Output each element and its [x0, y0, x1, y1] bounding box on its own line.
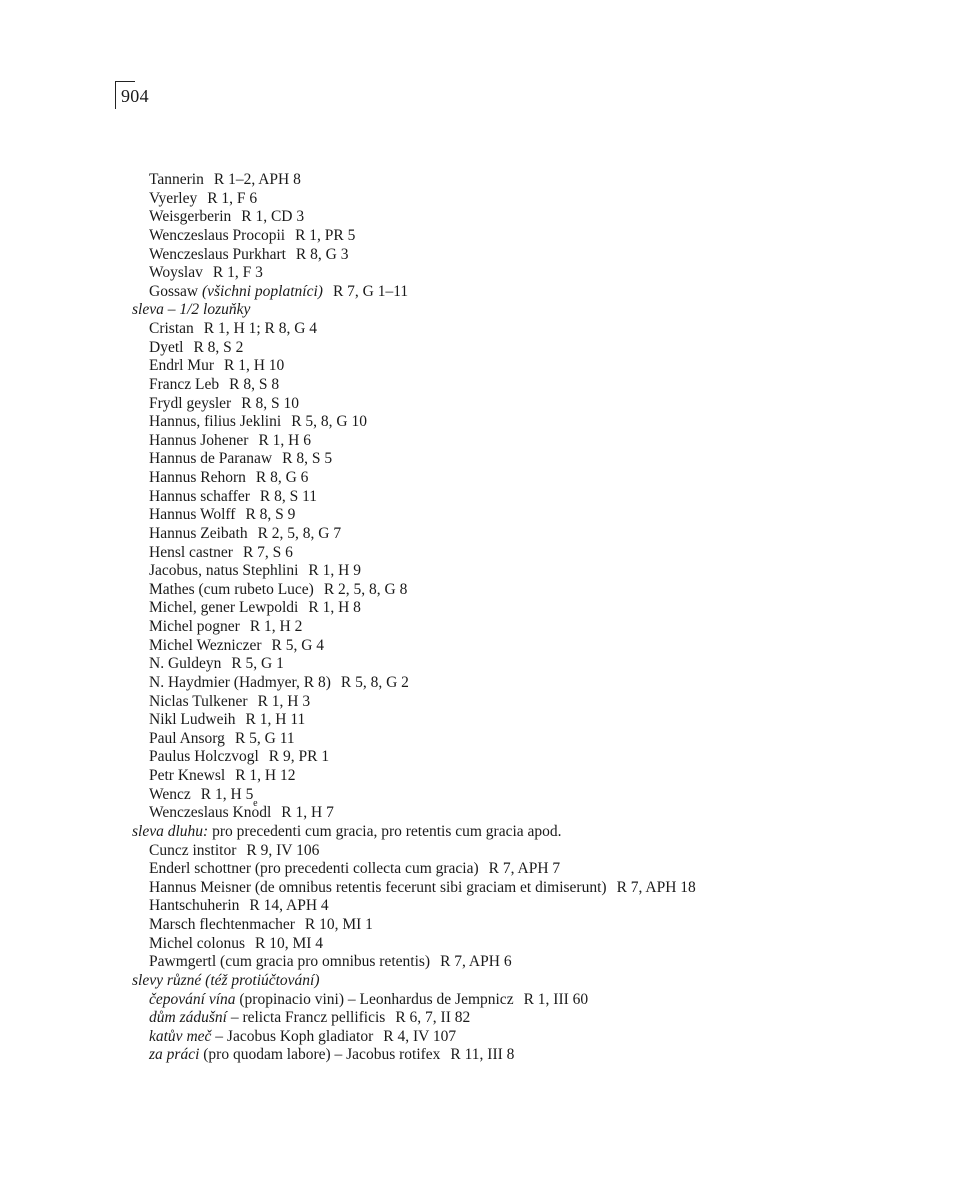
- index-entry: [132, 413, 932, 432]
- entry-ref: R 14, APH 4: [249, 897, 329, 915]
- entry-ref: R 8, S 8: [229, 375, 280, 393]
- entry-ref: R 1, PR 5: [295, 226, 356, 244]
- entry-name: Michel Wezniczer: [149, 636, 262, 654]
- entry-name-part: Wenczeslaus Kn: [149, 804, 252, 822]
- entry-ref: R 8, S 11: [259, 487, 317, 505]
- entry-ref: R 2, 5, 8, G 8: [323, 580, 408, 598]
- entry-ref: R 8, S 9: [245, 506, 296, 524]
- entry-ref: R 5, 8, G 2: [340, 673, 409, 691]
- index-entry: [132, 711, 932, 730]
- entry-name-superscript-e: o e: [251, 804, 259, 823]
- entry-ref: R 7, APH 18: [616, 878, 696, 896]
- entry-name: Hensl castner: [149, 543, 233, 561]
- entry-name-part: dl: [259, 804, 272, 822]
- index-entry: [132, 562, 932, 581]
- page-number: 904: [121, 86, 149, 106]
- entry-desc: – Jacobus Koph gladiator: [215, 1027, 374, 1045]
- index-entry: [132, 1046, 932, 1065]
- entry-term: dům zádušní: [149, 1009, 227, 1027]
- entry-name: Cuncz institor: [149, 841, 237, 859]
- entry-name: Hannus Johener: [149, 431, 249, 449]
- entry-ref: R 1, H 5: [200, 785, 254, 803]
- entry-ref: R 7, S 6: [242, 543, 293, 561]
- entry-name: Michel colonus: [149, 934, 245, 952]
- index-entry: [132, 748, 932, 767]
- entry-name: Wenczeslaus Procopii: [149, 226, 286, 244]
- entry-ref: R 1, H 10: [224, 357, 285, 375]
- entry-note: (všichni poplatníci): [201, 282, 323, 300]
- entry-ref: R 6, 7, II 82: [395, 1009, 471, 1027]
- index-entry: [132, 320, 932, 339]
- entry-ref: R 10, MI 4: [255, 934, 324, 952]
- entry-name: Cristan: [149, 320, 194, 337]
- index-entry: [132, 767, 932, 786]
- index-entry: [132, 599, 932, 618]
- entry-name: [149, 804, 271, 821]
- entry-name: Enderl schottner (pro precedenti collecta cum gracia): [149, 860, 479, 878]
- entry-ref: R 1, H 2: [249, 618, 303, 635]
- entry-name: Wenczeslaus Purkhart: [149, 245, 286, 263]
- index-entry: [132, 339, 932, 358]
- index-entry: [132, 730, 932, 749]
- index-entry: [132, 357, 932, 376]
- entry-name: Weisgerberin: [149, 208, 232, 226]
- index-entry: [132, 655, 932, 674]
- index-entry: [132, 283, 932, 302]
- entry-name: Mathes (cum rubeto Luce): [149, 580, 314, 598]
- entry-ref: R 7, APH 7: [488, 860, 561, 878]
- entry-ref: R 1, H 3: [257, 692, 311, 710]
- entry-name: Hannus, filius Jeklini: [149, 413, 282, 431]
- entry-ref: R 7, G 1–11: [332, 282, 409, 300]
- index-entry: [132, 842, 932, 861]
- entry-name: Woyslav: [149, 264, 203, 282]
- entry-name: N. Guldeyn: [149, 655, 222, 673]
- entry-ref: R 5, G 11: [234, 729, 295, 747]
- entry-ref: R 1, III 60: [523, 990, 589, 1008]
- index-entry: [132, 879, 932, 898]
- index-entry: [132, 525, 932, 544]
- entry-name: Vyerley: [149, 189, 198, 207]
- entry-ref: R 4, IV 107: [383, 1027, 457, 1045]
- entry-ref: R 7, APH 6: [440, 953, 512, 971]
- index-entry: [132, 227, 932, 246]
- entry-name: Gossaw: [149, 282, 199, 300]
- entry-ref: R 8, S 10: [241, 394, 299, 412]
- entry-name: Frydl geysler: [149, 394, 232, 412]
- entry-ref: R 1, H 9: [308, 562, 361, 580]
- entry-desc: – relicta Francz pellificis: [230, 1009, 386, 1027]
- entry-ref: R 1, H 11: [245, 711, 306, 729]
- entry-ref: R 1, F 6: [207, 189, 258, 207]
- index-entry: [132, 469, 932, 488]
- entry-ref: R 9, IV 106: [246, 841, 320, 859]
- entry-name: Hannus Rehorn: [149, 469, 246, 486]
- index-entry: [132, 860, 932, 879]
- section-heading: slevy různé (též protiúčtování): [132, 971, 320, 989]
- index-entry: [132, 488, 932, 507]
- entry-term: za práci: [149, 1046, 200, 1064]
- entry-ref: R 2, 5, 8, G 7: [257, 524, 342, 542]
- entry-ref: R 1, CD 3: [241, 208, 305, 226]
- entry-ref: R 10, MI 1: [304, 916, 373, 933]
- index-entry: [132, 376, 932, 395]
- entry-term: čepování vína: [149, 990, 236, 1008]
- section-heading: sleva – 1/2 lozuňky: [132, 301, 251, 319]
- index-entry: [132, 693, 932, 712]
- entry-ref: R 8, S 5: [282, 450, 333, 468]
- entry-name: Paulus Holczvogl: [149, 748, 259, 766]
- entry-ref: R 11, III 8: [450, 1046, 515, 1064]
- index-entry: [132, 171, 932, 190]
- index-entry: [132, 264, 932, 283]
- entry-ref: R 1, H 1; R 8, G 4: [203, 320, 318, 337]
- entry-ref: R 1, H 7: [281, 804, 334, 822]
- section-heading: sleva dluhu:: [132, 822, 209, 840]
- index-list: [132, 171, 932, 1065]
- entry-name: Jacobus, natus Stephlini: [149, 562, 299, 580]
- entry-ref: R 8, G 3: [295, 245, 349, 263]
- index-entry: [132, 450, 932, 469]
- index-entry: [132, 395, 932, 414]
- entry-name: Hannus Wolff: [149, 506, 236, 524]
- entry-name: Francz Leb: [149, 375, 220, 393]
- index-entry: [132, 916, 932, 935]
- index-entry: [132, 1028, 932, 1047]
- entry-name: Endrl Mur: [149, 357, 215, 375]
- entry-desc: (propinacio vini) – Leonhardus de Jempnicz: [239, 990, 514, 1008]
- index-entry: [132, 991, 932, 1010]
- entry-name: Marsch flechtenmacher: [149, 916, 295, 933]
- index-entry: [132, 674, 932, 693]
- entry-name: Niclas Tulkener: [149, 692, 248, 710]
- entry-name: Michel pogner: [149, 618, 240, 635]
- index-entry: [132, 432, 932, 451]
- entry-name: Hannus de Paranaw: [149, 450, 273, 468]
- entry-name: Hannus Zeibath: [149, 524, 248, 542]
- index-entry: [132, 637, 932, 656]
- entry-ref: R 1, H 12: [235, 767, 296, 784]
- index-entry: [132, 544, 932, 563]
- index-entry: [132, 935, 932, 954]
- entry-ref: R 1, F 3: [212, 264, 263, 282]
- entry-name: Hannus schaffer: [149, 487, 250, 505]
- entry-name: Hannus Meisner (de omnibus retentis fecerunt sibi graciam et dimiserunt): [149, 878, 607, 896]
- entry-ref: R 8, G 6: [255, 469, 309, 486]
- index-entry: [132, 190, 932, 209]
- index-entry: [132, 246, 932, 265]
- index-entry: [132, 953, 932, 972]
- entry-term: katův meč: [149, 1027, 212, 1045]
- entry-name: Petr Knewsl: [149, 767, 226, 784]
- entry-name: Wencz: [149, 785, 191, 803]
- entry-name: Paul Ansorg: [149, 729, 225, 747]
- index-entry: [132, 1009, 932, 1028]
- entry-name: Tannerin: [149, 171, 204, 188]
- index-entry: [132, 581, 932, 600]
- index-entry: [132, 618, 932, 637]
- entry-ref: R 5, 8, G 10: [291, 413, 367, 431]
- index-entry: [132, 804, 932, 823]
- index-entry: [132, 897, 932, 916]
- entry-ref: R 9, PR 1: [268, 748, 330, 766]
- entry-name: Nikl Ludweih: [149, 711, 236, 729]
- entry-name: Hantschuherin: [149, 897, 240, 915]
- section-heading-note: pro precedenti cum gracia, pro retentis cum gracia apod.: [212, 822, 562, 840]
- index-entry: [132, 208, 932, 227]
- entry-desc: (pro quodam labore) – Jacobus rotifex: [203, 1046, 441, 1064]
- index-entry: [132, 786, 932, 805]
- entry-ref: R 1, H 8: [308, 599, 361, 617]
- entry-name: N. Haydmier (Hadmyer, R 8): [149, 673, 331, 691]
- entry-name: Dyetl: [149, 338, 184, 356]
- entry-ref: R 1, H 6: [258, 431, 311, 449]
- entry-name: Pawmgertl (cum gracia pro omnibus retentis): [149, 953, 431, 971]
- entry-ref: R 8, S 2: [193, 338, 244, 356]
- entry-ref: R 1–2, APH 8: [213, 171, 301, 188]
- index-entry: [132, 506, 932, 525]
- entry-name: Michel, gener Lewpoldi: [149, 599, 299, 617]
- entry-ref: R 5, G 4: [271, 636, 325, 654]
- section-heading-line: [132, 823, 932, 842]
- entry-ref: R 5, G 1: [231, 655, 284, 673]
